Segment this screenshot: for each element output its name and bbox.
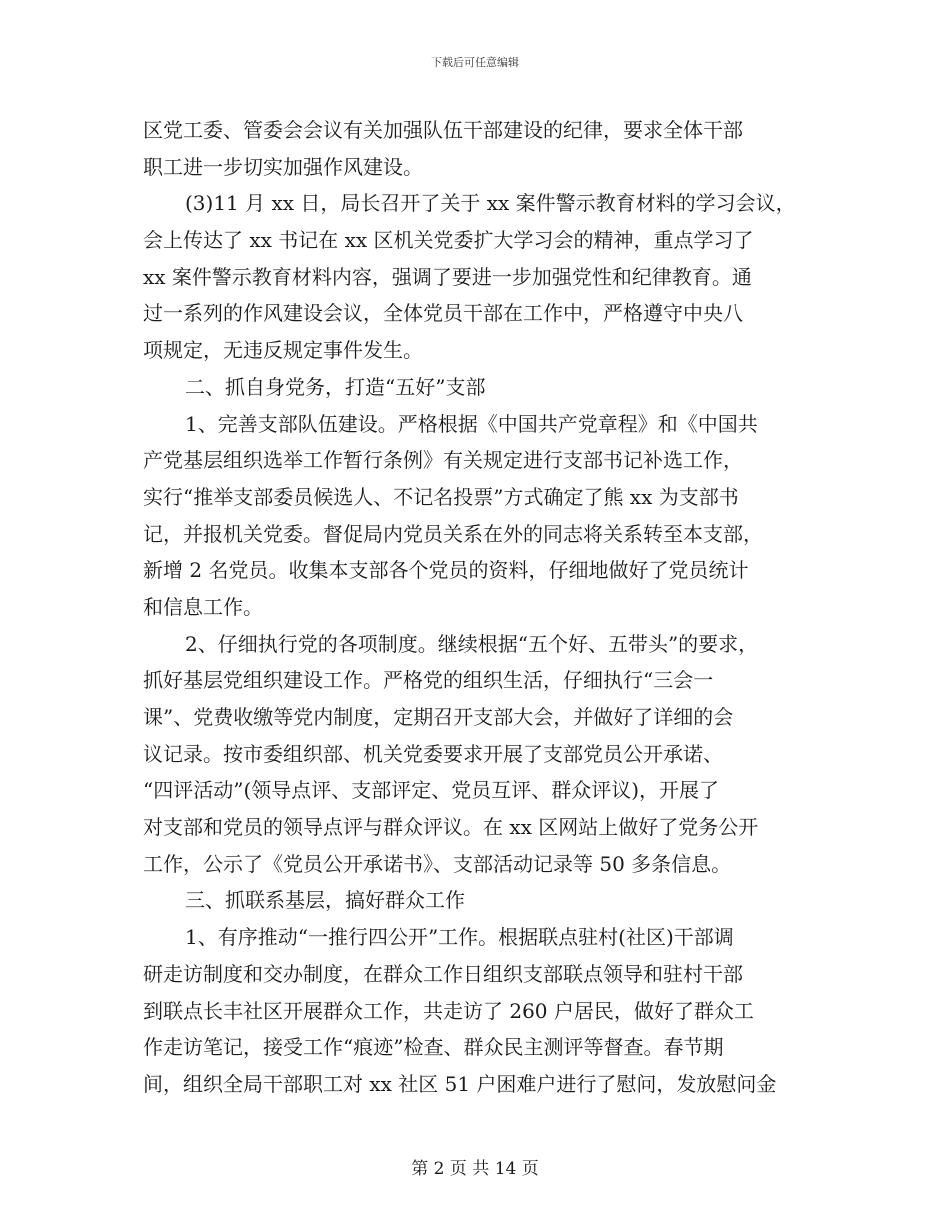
text-line: 对支部和党员的领导点评与群众评议。在 xx 区网站上做好了党务公开 [143, 815, 759, 840]
text-line: 记，并报机关党委。督促局内党员关系在外的同志将关系转至本支部， [143, 521, 763, 546]
paragraph-start: (3)11 月 xx 日，局长召开了关于 xx 案件警示教育材料的学习会议， [185, 191, 796, 216]
text-line: 职工进一步切实加强作风建设。 [143, 154, 423, 179]
document-body [143, 112, 823, 1103]
text-line: 工作，公示了《党员公开承诺书》、支部活动记录等 50 多条信息。 [143, 851, 732, 876]
section-heading: 二、抓自身党务，打造“五好”支部 [185, 374, 486, 399]
text-line: “四评活动”(领导点评、支部评定、党员互评、群众评议)，开展了 [143, 778, 720, 803]
text-line: 新增 2 名党员。收集本支部各个党员的资料，仔细地做好了党员统计 [143, 558, 749, 583]
text-line: 实行“推举支部委员候选人、不记名投票”方式确定了熊 xx 为支部书 [143, 484, 739, 509]
text-line: 产党基层组织选举工作暂行条例》有关规定进行支部书记补选工作， [143, 448, 743, 473]
paragraph-start: 2、仔细执行党的各项制度。继续根据“五个好、五带头”的要求， [185, 631, 759, 656]
text-line: 过一系列的作风建设会议，全体党员干部在工作中，严格遵守中央八 [143, 301, 743, 326]
text-line: 课”、党费收缴等党内制度，定期召开支部大会，并做好了详细的会 [143, 705, 734, 729]
text-line: 间，组织全局干部职工对 xx 社区 51 户困难户进行了慰问，发放慰问金 [143, 1071, 777, 1096]
text-line: 作走访笔记，接受工作“痕迹”检查、群众民主测评等督查。春节期 [143, 1035, 724, 1060]
text-line: 项规定，无违反规定事件发生。 [143, 338, 423, 363]
text-line: xx 案件警示教育材料内容，强调了要进一步加强党性和纪律教育。通 [143, 264, 752, 289]
paragraph-start: 1、有序推动“一推行四公开”工作。根据联点驻村(社区)干部调 [185, 925, 734, 950]
text-line: 到联点长丰社区开展群众工作，共走访了 260 户居民，做好了群众工 [143, 998, 754, 1023]
text-line: 研走访制度和交办制度，在群众工作日组织支部联点领导和驻村干部 [143, 961, 743, 986]
text-line: 议记录。按市委组织部、机关党委要求开展了支部党员公开承诺、 [143, 741, 723, 766]
text-line: 区党工委、管委会会议有关加强队伍干部建设的纪律，要求全体干部 [143, 118, 743, 142]
text-line: 会上传达了 xx 书记在 xx 区机关党委扩大学习会的精神，重点学习了 [143, 228, 754, 253]
text-line: 抓好基层党组织建设工作。严格党的组织生活，仔细执行“三会一 [143, 668, 714, 693]
page-number: 第 2 页 共 14 页 [411, 1159, 539, 1179]
page-header: 下载后可任意编辑 [431, 56, 519, 69]
text-line: 和信息工作。 [143, 594, 263, 619]
section-heading: 三、抓联系基层，搞好群众工作 [185, 888, 465, 913]
paragraph-start: 1、完善支部队伍建设。严格根据《中国共产党章程》和《中国共 [185, 411, 758, 436]
